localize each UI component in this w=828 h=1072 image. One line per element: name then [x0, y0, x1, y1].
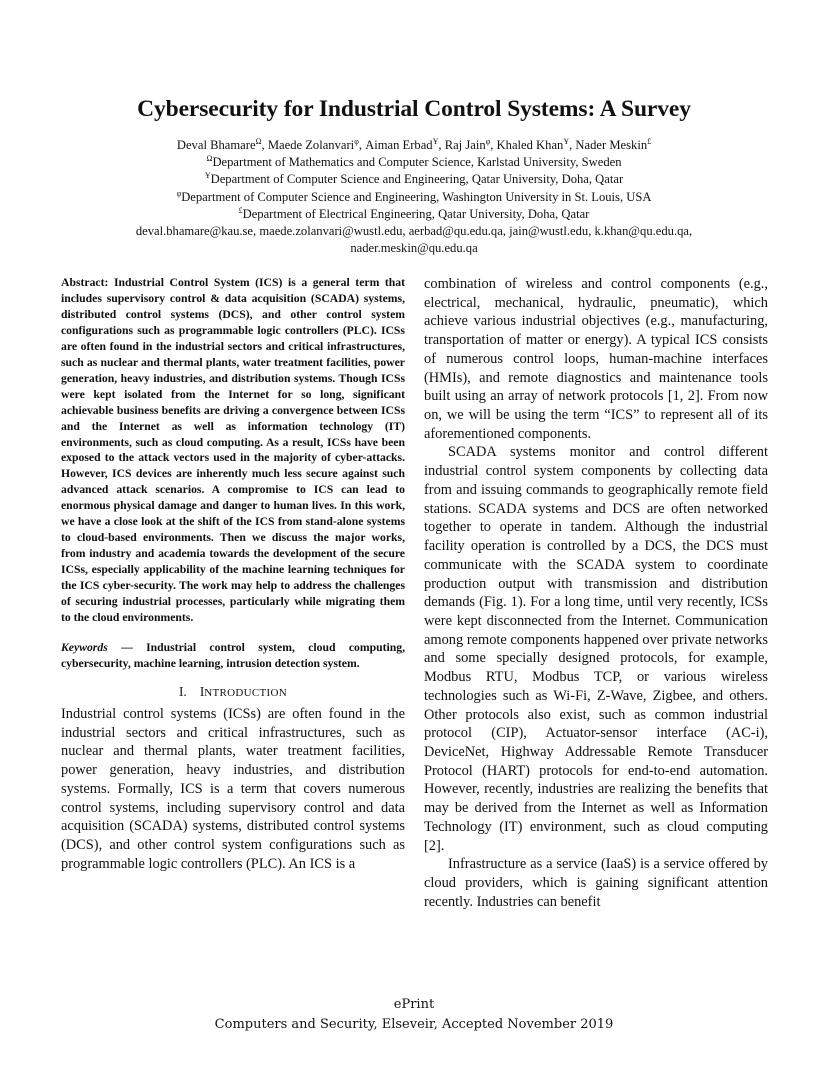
author-names: Deval Bhamare$^\Omega$, Maede Zolanvari$^\varphi$, Aiman Erbad$^Ұ$, Raj Jain$^\varphi$, Khaled Khan$^Ұ$, Nader Meskin£	[176, 137, 652, 152]
affiliation-mark: φ	[176, 188, 182, 198]
right-column	[424, 275, 768, 911]
author-mark: φ	[354, 137, 359, 146]
keywords-lead: Keywords	[61, 640, 108, 654]
author-name: Maede Zolanvari	[267, 138, 355, 152]
author-mark: Ω	[255, 137, 262, 146]
author-block	[0, 137, 828, 257]
footer-venue: Computers and Security, Elseveir, Accepted November 2019	[214, 1017, 614, 1032]
author-mark: Ұ	[563, 137, 570, 146]
affiliation	[0, 154, 828, 171]
affiliation-mark: Ω	[206, 154, 213, 164]
author-name: Khaled Khan	[496, 138, 564, 152]
affiliation-text: Department of Computer Science and Engineering, Washington University in St. Louis, USA	[181, 189, 652, 204]
affiliation-mark: Ұ	[204, 171, 211, 181]
body-paragraph: SCADA systems monitor and control different industrial control system components by collecting data from and issuing commands to geographically remote field stations. SCADA systems and DCS are often networked together to operate in tandem. Although the industrial facility operation is controlled by a DCS, the DCS must communicate with the SCADA system to coordinate production output with transmission and distribution demands (Fig. 1). For a long time, until very recently, ICSs were kept disconnected from the Internet. Communication among remote components happened over private networks and some specially designed protocols, for example, Modbus RTU, Modbus TCP, or various wireless technologies such as Wi-Fi, Z-Wave, Zigbee, and others. Other protocols also exist, such as common industrial protocol (CIP), Actuator-sensor interface (AC-i), DeviceNet, Highway Addressable Remote Transducer Protocol (HART) protocols for end-to-end automation. However, recently, industries are realizing the benefits that may be derived from the Internet as well as Information Technology (IT) environment, such as cloud computing [2].	[424, 444, 768, 854]
author-name: Nader Meskin	[575, 138, 648, 152]
author-mark: £	[647, 137, 652, 146]
affiliation	[0, 206, 828, 223]
left-column	[61, 275, 405, 874]
author-mark: φ	[485, 137, 491, 146]
keywords-text: — Industrial control system, cloud computing, cybersecurity, machine learning, intrusion detection system.	[61, 640, 405, 670]
section-heading	[61, 684, 405, 701]
affiliation	[0, 189, 828, 206]
paper-title: Cybersecurity for Industrial Control Systems: A Survey	[137, 96, 691, 122]
affiliation-text: Department of Computer Science and Engineering, Qatar University, Doha, Qatar	[210, 172, 624, 187]
section-title-initial: I	[199, 683, 205, 699]
author-emails: nader.meskin@qu.edu.qa	[350, 241, 478, 256]
intro-paragraph: Industrial control systems (ICSs) are often found in the industrial sectors and critical infrastructures, such as nuclear and thermal plants, water treatment facilities, power generation, heavy industries, and distribution systems. Formally, ICS is a term that covers numerous control systems, including supervisory control and data acquisition (SCADA) systems, distributed control systems (DCS), and other control system configurations such as programmable logic controllers (PLC). An ICS is a	[61, 705, 405, 872]
author-name: Raj Jain	[444, 138, 486, 152]
keywords	[61, 640, 405, 672]
affiliation-text: Department of Electrical Engineering, Qatar University, Doha, Qatar	[242, 206, 590, 221]
body-paragraph: Infrastructure as a service (IaaS) is a service offered by cloud providers, which is gaining significant attention recently. Industries can benefit	[424, 856, 768, 910]
author-emails: deval.bhamare@kau.se, maede.zolanvari@wustl.edu, aerbad@qu.edu.qa, jain@wustl.edu, k.khan@qu.edu.qa,	[135, 224, 693, 239]
author-name: Aiman Erbad	[365, 138, 433, 152]
author-mark: Ұ	[432, 137, 439, 146]
body-paragraph: combination of wireless and control components (e.g., electrical, mechanical, hydraulic, pneumatic), which achieve various industrial objectives (e.g., manufacturing, transportation of matter or energy). A typical ICS consists of numerous control loops, human-machine interfaces (HMIs), and remote diagnostics and maintenance tools built using an array of network protocols [1, 2]. From now on, we will be using the term “ICS” to represent all of its aforementioned components.	[424, 276, 768, 442]
abstract: Abstract: Industrial Control System (ICS) is a general term that includes supervisory control & data acquisition (SCADA) systems, distributed control systems (DCS), and other control system configurations such as programmable logic controllers (PLC). ICSs are often found in the industrial sectors and critical infrastructures, such as nuclear and thermal plants, water treatment facilities, power generation, heavy industries, and distribution systems. Though ICSs were kept isolated from the Internet for so long, significant achievable business benefits are driving a convergence between ICSs and the Internet as well as information technology (IT) environments, such as cloud computing. As a result, ICSs have been exposed to the attack vectors used in the majority of cyber-attacks. However, ICS devices are inherently much less secure against such advanced attack scenarios. A compromise to ICS can lead to enormous physical damage and danger to human lives. In this work, we have a close look at the shift of the ICS from stand-alone systems to cloud-based environments. Then we discuss the major works, from industry and academia towards the development of the secure ICSs, especially applicability of the machine learning techniques for the ICS cyber-security. The work may help to address the challenges of securing industrial processes, particularly while migrating them to the cloud environments.	[61, 276, 405, 625]
section-title-rest: NTRODUCTION	[204, 686, 288, 699]
footer-eprint: ePrint	[393, 997, 435, 1012]
affiliation	[0, 171, 828, 188]
affiliation-mark: £	[238, 205, 243, 215]
affiliation-text: Department of Mathematics and Computer Science, Karlstad University, Sweden	[212, 155, 622, 170]
section-number: I.	[178, 683, 187, 699]
author-name: Deval Bhamare	[176, 138, 256, 152]
